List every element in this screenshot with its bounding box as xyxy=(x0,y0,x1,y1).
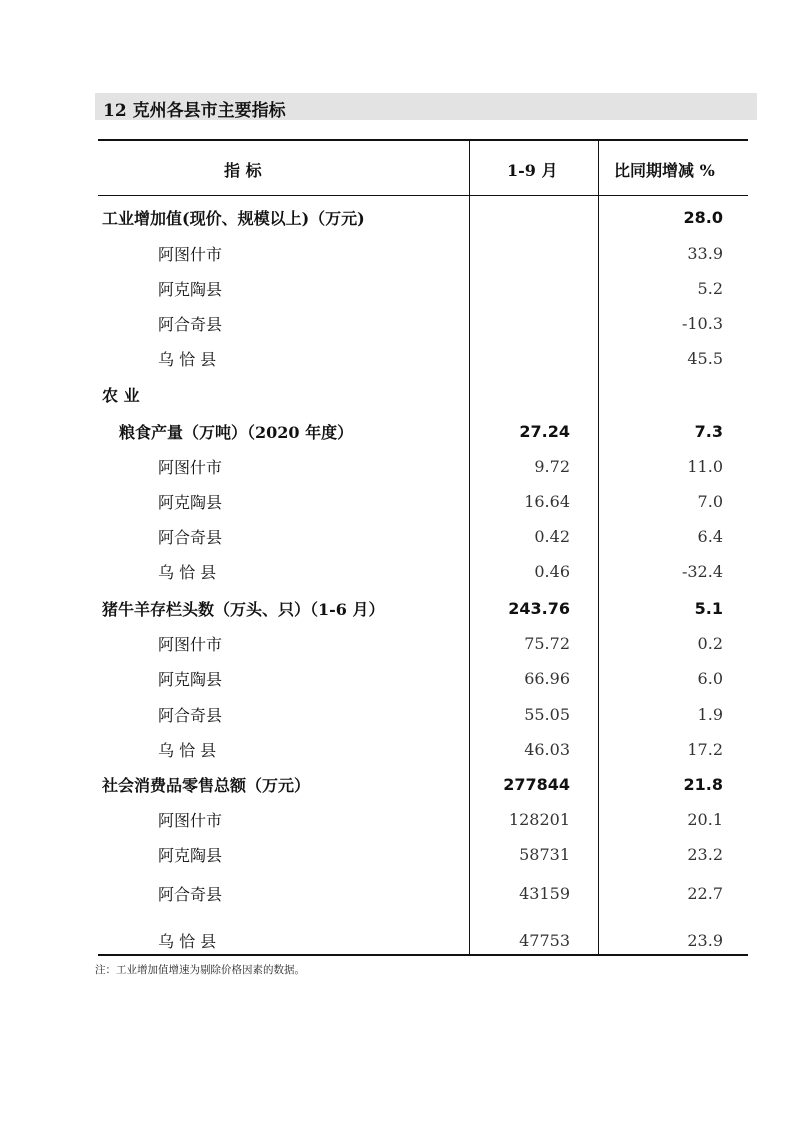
row-label: 阿合奇县 xyxy=(158,885,223,904)
table-row xyxy=(98,347,748,375)
row-change-value: 45.5 xyxy=(687,349,723,368)
table-row xyxy=(98,667,748,695)
row-period-value: 27.24 xyxy=(519,422,570,441)
table-row xyxy=(98,420,748,448)
table-row xyxy=(98,525,748,553)
table-row xyxy=(98,843,748,871)
table-row xyxy=(98,882,748,910)
table-row xyxy=(98,597,748,625)
row-change-value: -32.4 xyxy=(681,562,723,581)
row-change-value: 23.2 xyxy=(687,845,723,864)
row-period-value: 55.05 xyxy=(524,705,570,724)
header-change: 比同期增减 % xyxy=(614,161,715,180)
row-period-value: 16.64 xyxy=(524,492,570,511)
row-period-value: 277844 xyxy=(503,775,570,794)
table-row xyxy=(98,808,748,836)
table-row xyxy=(98,560,748,588)
footnote: 注：工业增加值增速为剔除价格因素的数据。 xyxy=(95,964,305,976)
row-period-value: 46.03 xyxy=(524,740,570,759)
row-change-value: 11.0 xyxy=(687,457,723,476)
row-label: 乌 恰 县 xyxy=(158,932,217,951)
row-change-value: -10.3 xyxy=(681,314,723,333)
table-row xyxy=(98,929,748,957)
row-period-value: 66.96 xyxy=(524,669,570,688)
section-title: 12 克州各县市主要指标 xyxy=(103,101,286,121)
row-change-value: 33.9 xyxy=(687,244,723,263)
header-period: 1-9 月 xyxy=(507,161,558,180)
table-row xyxy=(98,738,748,766)
row-change-value: 28.0 xyxy=(683,208,723,227)
row-period-value: 128201 xyxy=(508,810,570,829)
row-label: 阿合奇县 xyxy=(158,706,223,725)
header-indicator: 指 标 xyxy=(224,161,262,180)
table-row xyxy=(98,277,748,305)
row-change-value: 5.2 xyxy=(697,279,723,298)
row-change-value: 0.2 xyxy=(697,634,723,653)
row-period-value: 58731 xyxy=(519,845,570,864)
row-change-value: 17.2 xyxy=(687,740,723,759)
row-label: 猪牛羊存栏头数（万头、只）（1-6 月） xyxy=(102,600,385,619)
table-row xyxy=(98,455,748,483)
row-change-value: 7.0 xyxy=(697,492,723,511)
table-row xyxy=(98,632,748,660)
row-period-value: 75.72 xyxy=(524,634,570,653)
table-header-rule xyxy=(98,195,748,196)
row-label: 阿合奇县 xyxy=(158,315,223,334)
row-label: 乌 恰 县 xyxy=(158,741,217,760)
row-change-value: 21.8 xyxy=(683,775,723,794)
row-change-value: 23.9 xyxy=(687,931,723,950)
row-period-value: 0.46 xyxy=(534,562,570,581)
table-row xyxy=(98,490,748,518)
row-label: 阿克陶县 xyxy=(158,493,223,512)
row-label: 阿合奇县 xyxy=(158,528,223,547)
row-period-value: 9.72 xyxy=(534,457,570,476)
row-period-value: 47753 xyxy=(519,931,570,950)
row-change-value: 6.4 xyxy=(697,527,723,546)
row-change-value: 22.7 xyxy=(687,884,723,903)
row-change-value: 6.0 xyxy=(697,669,723,688)
table-row xyxy=(98,312,748,340)
row-change-value: 5.1 xyxy=(694,599,723,618)
row-label: 阿图什市 xyxy=(158,458,223,477)
row-label: 工业增加值(现价、规模以上)（万元) xyxy=(102,209,365,228)
row-period-value: 0.42 xyxy=(534,527,570,546)
row-label: 阿克陶县 xyxy=(158,670,223,689)
row-label: 阿克陶县 xyxy=(158,846,223,865)
row-change-value: 20.1 xyxy=(687,810,723,829)
row-label: 阿图什市 xyxy=(158,635,223,654)
row-label: 阿图什市 xyxy=(158,245,223,264)
row-period-value: 43159 xyxy=(519,884,570,903)
row-label: 粮食产量（万吨）（2020 年度） xyxy=(119,423,354,442)
row-label: 乌 恰 县 xyxy=(158,350,217,369)
table-row xyxy=(98,242,748,270)
row-label: 阿克陶县 xyxy=(158,280,223,299)
table-top-rule xyxy=(98,139,748,141)
table-row xyxy=(98,773,748,801)
row-label: 社会消费品零售总额（万元） xyxy=(102,776,311,795)
row-label: 农 业 xyxy=(102,386,140,405)
table-row xyxy=(98,703,748,731)
row-period-value: 243.76 xyxy=(508,599,570,618)
row-change-value: 1.9 xyxy=(697,705,723,724)
row-label: 乌 恰 县 xyxy=(158,563,217,582)
row-label: 阿图什市 xyxy=(158,811,223,830)
table-row xyxy=(98,383,748,411)
table-row xyxy=(98,206,748,234)
row-change-value: 7.3 xyxy=(694,422,723,441)
